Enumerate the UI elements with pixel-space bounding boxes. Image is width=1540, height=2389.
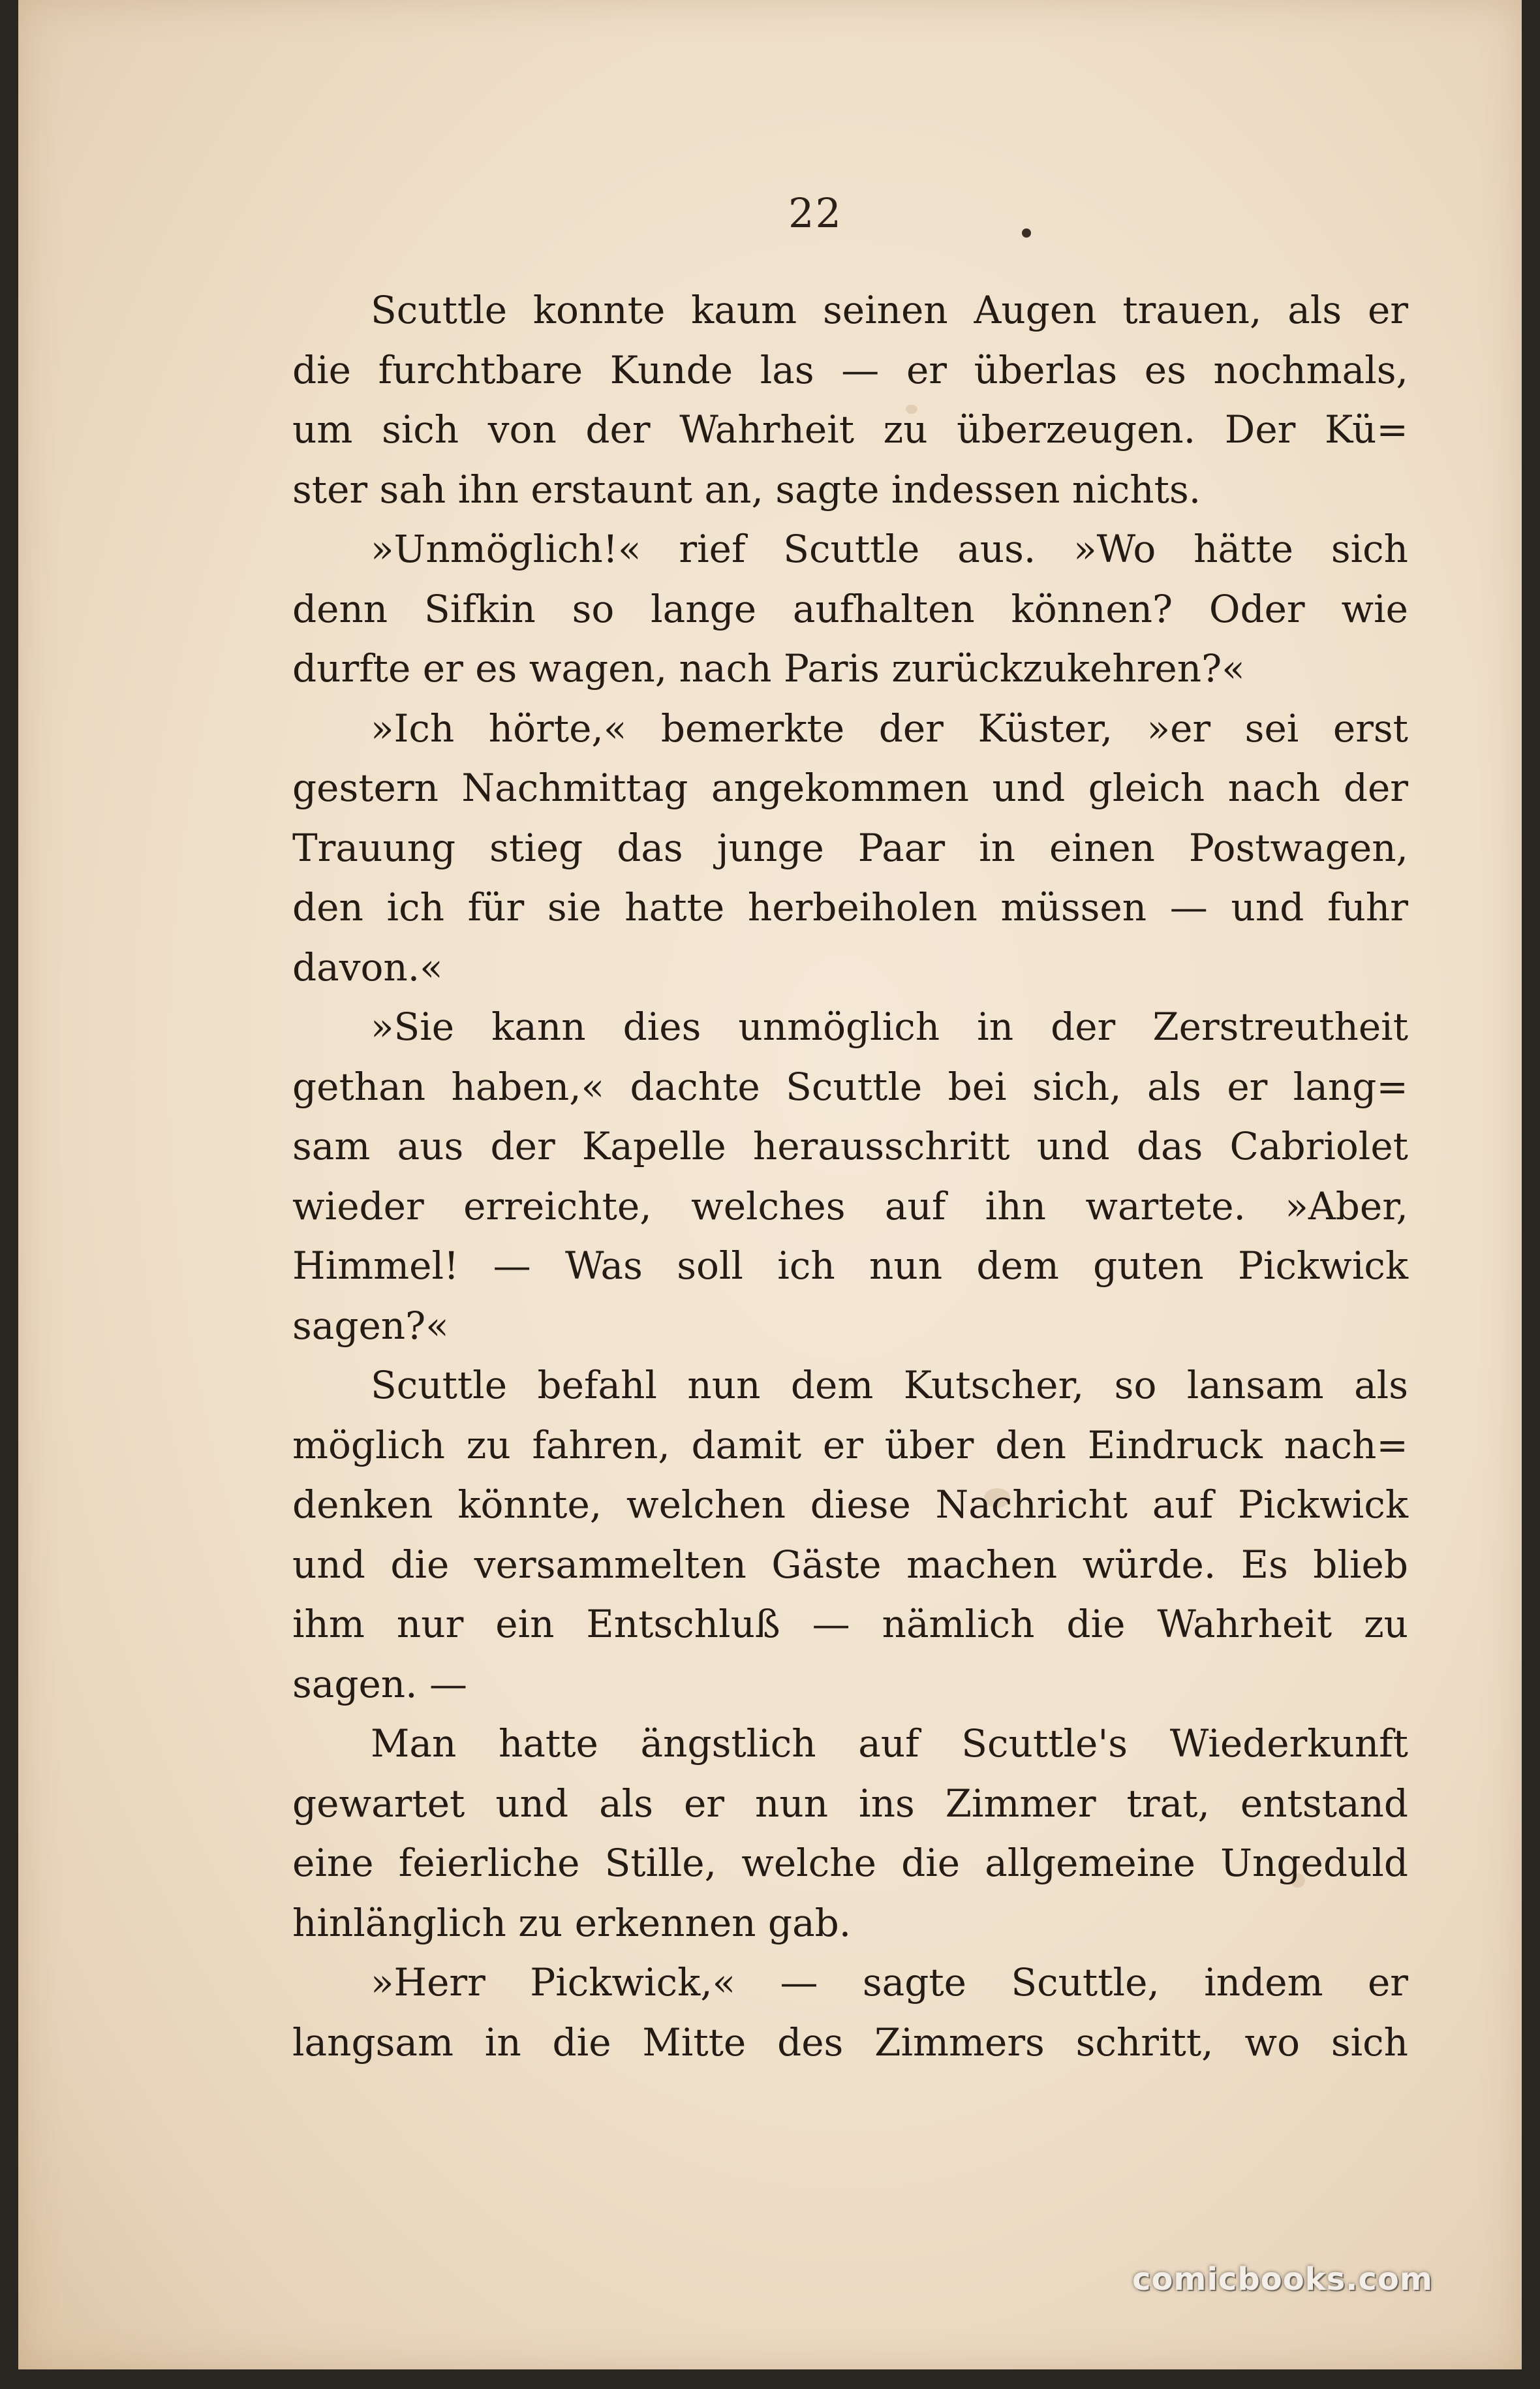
text-line: eine feierliche Stille, welche die allgemeine Ungeduld [292,1841,1408,1885]
text-line: gewartet und als er nun ins Zimmer trat, entstand [292,1781,1408,1826]
watermark: comicbooks.com [1132,2261,1433,2298]
text-line: die furchtbare Kunde las — er überlas es nochmals, [292,347,1408,392]
text-line: ihm nur ein Entschluß — nämlich die Wahrheit zu [292,1602,1408,1646]
text-line: »Herr Pickwick,« — sagte Scuttle, indem er [371,1960,1408,2005]
text-line: Scuttle konnte kaum seinen Augen trauen, als er [371,288,1408,332]
text-line: »Ich hörte,« bemerkte der Küster, »er sei erst [371,706,1408,751]
page-number: 22 [788,189,842,237]
text-line: denken könnte, welchen diese Nachricht auf Pickwick [292,1482,1408,1527]
text-line: sam aus der Kapelle herausschritt und das Cabriolet [292,1124,1408,1168]
text-line: sagen. — [292,1661,468,1706]
body-text [292,281,1408,2072]
text-line: durfte er es wagen, nach Paris zurückzukehren?« [292,646,1245,691]
text-line: denn Sifkin so lange aufhalten können? Oder wie [292,586,1408,631]
ink-dot [1022,228,1031,238]
text-line: hinlänglich zu erkennen gab. [292,1900,852,1945]
text-line: davon.« [292,945,443,990]
text-line: um sich von der Wahrheit zu überzeugen. Der Kü= [292,407,1408,452]
book-page [18,0,1522,2369]
text-line: langsam in die Mitte des Zimmers schritt, wo sich [292,2020,1408,2065]
text-line: Scuttle befahl nun dem Kutscher, so lansam als [371,1363,1408,1407]
text-line: Trauung stieg das junge Paar in einen Postwagen, [292,825,1408,870]
text-line: sagen?« [292,1303,449,1348]
text-line: wieder erreichte, welches auf ihn wartete. »Aber, [292,1183,1408,1228]
text-line: den ich für sie hatte herbeiholen müssen — und fuhr [292,885,1408,929]
text-line: Himmel! — Was soll ich nun dem guten Pickwick [292,1243,1408,1288]
text-line: und die versammelten Gäste machen würde. Es blieb [292,1542,1408,1587]
text-line: Man hatte ängstlich auf Scuttle's Wiederkunft [371,1721,1408,1766]
text-line: »Unmöglich!« rief Scuttle aus. »Wo hätte sich [371,527,1408,571]
text-line: ster sah ihn erstaunt an, sagte indessen nichts. [292,467,1201,512]
text-line: gestern Nachmittag angekommen und gleich nach der [292,766,1408,810]
text-line: gethan haben,« dachte Scuttle bei sich, als er lang= [292,1064,1408,1109]
text-line: möglich zu fahren, damit er über den Eindruck nach= [292,1422,1408,1467]
text-line: »Sie kann dies unmöglich in der Zerstreutheit [371,1005,1408,1049]
